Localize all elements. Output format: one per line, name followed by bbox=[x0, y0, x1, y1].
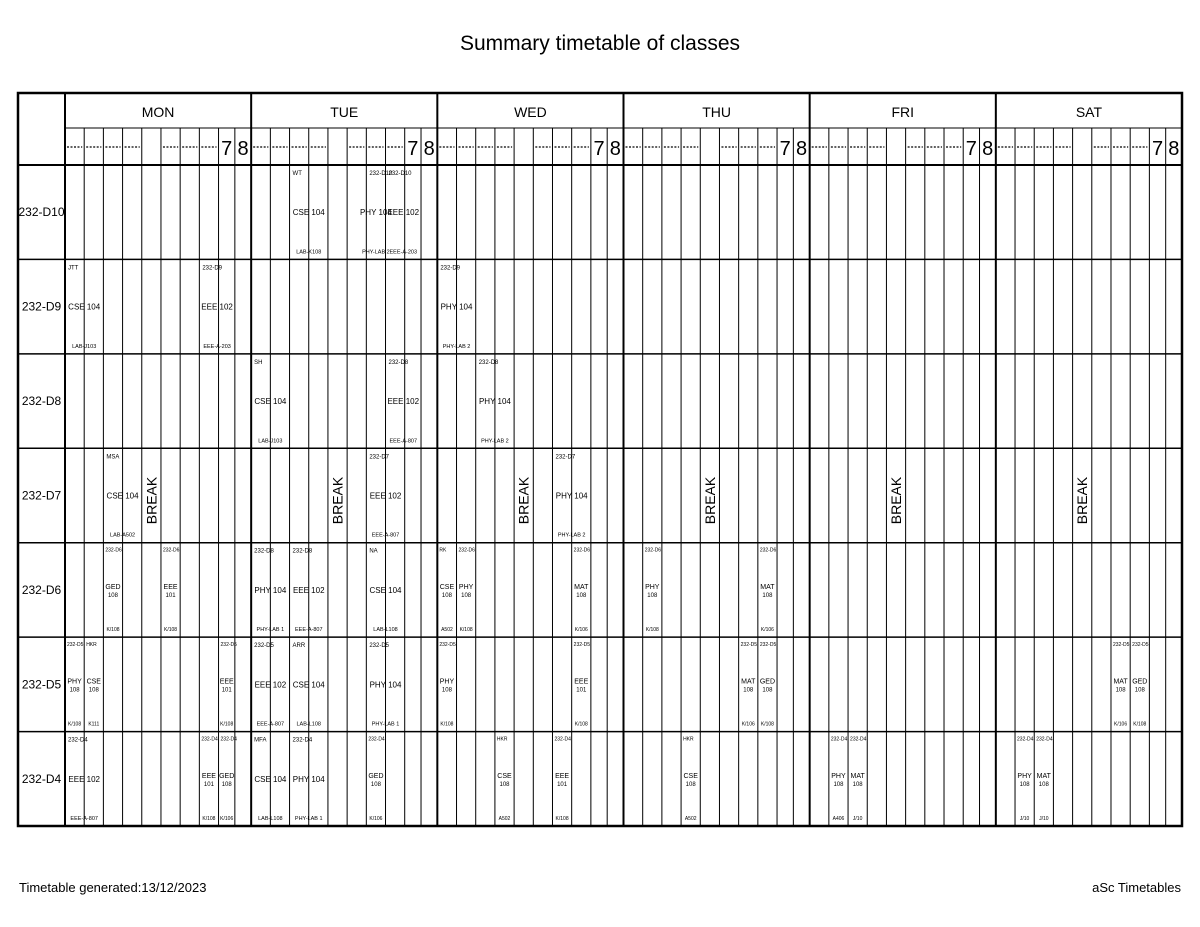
lesson-subject-number: 101 bbox=[165, 592, 176, 599]
day-header-mon: MON bbox=[141, 104, 175, 120]
lesson-subject: EEE bbox=[201, 772, 216, 780]
lesson-subject: PHY bbox=[67, 678, 82, 686]
lesson-subject: PHY 104 bbox=[555, 491, 588, 501]
lesson-subject: CSE bbox=[683, 772, 698, 780]
lesson-subject: MAT bbox=[574, 583, 589, 591]
lesson-subject: PHY bbox=[458, 583, 474, 591]
lesson-subject: GED bbox=[1132, 678, 1148, 686]
lesson-code: 232-D4 bbox=[850, 736, 867, 743]
period-number-7: 7 bbox=[1151, 138, 1164, 160]
lesson-code: 232-D9 bbox=[440, 265, 461, 272]
lesson-room: K/108 bbox=[645, 627, 659, 634]
lesson-subject: CSE 104 bbox=[68, 302, 101, 312]
row-label-232-d6: 232-D6 bbox=[21, 582, 62, 597]
lesson-code: 232-D6 bbox=[644, 547, 662, 554]
lesson-room: PHY-LAB 2 bbox=[557, 532, 586, 539]
lesson-subject: MAT bbox=[850, 772, 865, 780]
lesson-code: 232-D10 bbox=[388, 171, 412, 177]
lesson-room: EEE-A-807 bbox=[294, 627, 323, 634]
lesson-code: ARR bbox=[292, 643, 306, 650]
lesson-room: PHY-LAB 2 bbox=[481, 438, 509, 445]
lesson-code: 232-D8 bbox=[478, 359, 499, 366]
lesson-room: PHY-LAB 1 bbox=[371, 721, 400, 728]
lesson-subject: PHY bbox=[1017, 772, 1032, 780]
lesson-room: K/108 bbox=[760, 721, 774, 728]
period-number-7: 7 bbox=[221, 138, 233, 160]
lesson-subject-number: 108 bbox=[1115, 687, 1126, 694]
break-label: BREAK bbox=[143, 476, 160, 525]
lesson-room: K/106 bbox=[574, 627, 588, 634]
row-label-232-d7: 232-D7 bbox=[21, 488, 62, 503]
lesson-code: 232-D4 bbox=[201, 736, 218, 743]
period-number-7: 7 bbox=[779, 138, 791, 160]
period-number-7: 7 bbox=[593, 138, 605, 160]
lesson-subject-number: 108 bbox=[762, 687, 773, 694]
lesson-subject-number: 108 bbox=[461, 592, 472, 599]
lesson-room: LAB-L108 bbox=[373, 627, 398, 634]
break-label: BREAK bbox=[329, 476, 346, 525]
row-label-232-d8: 232-D8 bbox=[21, 394, 62, 409]
lesson-subject-number: 108 bbox=[1019, 781, 1030, 788]
lesson-subject-number: 108 bbox=[441, 687, 452, 694]
lesson-subject: CSE bbox=[497, 772, 512, 780]
lesson-room: K/108 bbox=[574, 721, 588, 728]
lesson-code: MFA bbox=[254, 737, 267, 744]
period-number-8: 8 bbox=[1168, 138, 1180, 160]
lesson-room: EEE-A-807 bbox=[70, 816, 98, 822]
lesson-room: LAB-A502 bbox=[110, 532, 136, 539]
lesson-subject: MAT bbox=[1113, 678, 1128, 686]
lesson-code: RK bbox=[439, 547, 447, 554]
lesson-code: 232-D5 bbox=[439, 642, 456, 649]
lesson-room: EEE-A-203 bbox=[389, 249, 418, 256]
lesson-code: 232-D4 bbox=[68, 737, 88, 744]
row-label-232-d5: 232-D5 bbox=[21, 677, 62, 692]
lesson-code: 232-D5 bbox=[1112, 642, 1130, 649]
lesson-room: K/106 bbox=[741, 721, 755, 728]
generated-date: Timetable generated:13/12/2023 bbox=[19, 880, 207, 895]
lesson-room: K/106 bbox=[369, 816, 383, 822]
day-header-sat: SAT bbox=[1075, 104, 1103, 120]
lesson-code: 232-D10 bbox=[369, 171, 393, 177]
lesson-code: 232-D4 bbox=[292, 737, 313, 744]
lesson-code: 232-D4 bbox=[830, 736, 848, 743]
lesson-room: K/106 bbox=[1114, 721, 1128, 728]
lesson-room: K/108 bbox=[164, 627, 178, 634]
day-header-fri: FRI bbox=[891, 104, 915, 120]
lesson-room: K/108 bbox=[220, 721, 234, 728]
lesson-subject: EEE bbox=[555, 772, 570, 780]
lesson-subject-number: 108 bbox=[576, 592, 587, 599]
day-header-thu: THU bbox=[702, 104, 731, 120]
lesson-room: K/108 bbox=[68, 721, 82, 728]
lesson-subject: EEE bbox=[219, 678, 234, 686]
lesson-subject-number: 108 bbox=[743, 687, 754, 694]
lesson-room: K111 bbox=[88, 721, 100, 728]
lesson-subject-number: 108 bbox=[221, 781, 232, 788]
lesson-subject: CSE 104 bbox=[106, 491, 139, 501]
lesson-code: 232-D4 bbox=[1017, 736, 1034, 743]
day-header-tue: TUE bbox=[330, 104, 359, 120]
lesson-code: 232-D9 bbox=[202, 265, 223, 272]
period-number-8: 8 bbox=[423, 138, 435, 160]
lesson-room: K/106 bbox=[760, 627, 774, 634]
lesson-subject: GED bbox=[105, 583, 121, 591]
lesson-subject: EEE 102 bbox=[201, 302, 233, 312]
period-number-8: 8 bbox=[609, 138, 621, 160]
lesson-code: 232-D8 bbox=[292, 548, 313, 555]
period-number-8: 8 bbox=[795, 138, 808, 160]
lesson-subject: PHY 104 bbox=[369, 680, 402, 690]
lesson-code: 232-D5 bbox=[220, 642, 237, 649]
lesson-code: 232-D8 bbox=[254, 548, 274, 555]
lesson-subject-number: 108 bbox=[499, 781, 510, 788]
break-label: BREAK bbox=[701, 476, 718, 525]
lesson-code: 232-D4 bbox=[1036, 736, 1053, 743]
lesson-code: JTT bbox=[68, 265, 79, 272]
lesson-room: LAB-J103 bbox=[72, 343, 97, 350]
page-title: Summary timetable of classes bbox=[459, 32, 741, 55]
lesson-subject-number: 101 bbox=[221, 687, 232, 694]
lesson-code: 232-D7 bbox=[369, 454, 390, 461]
row-label-232-d4: 232-D4 bbox=[21, 771, 62, 786]
lesson-room: PHY-LAB 1 bbox=[256, 627, 285, 634]
lesson-room: K/108 bbox=[106, 627, 120, 634]
lesson-room: EEE-A-807 bbox=[389, 438, 418, 445]
lesson-subject: MAT bbox=[1036, 772, 1051, 780]
lesson-code: 232-D5 bbox=[369, 643, 390, 650]
lesson-room: K/108 bbox=[440, 721, 454, 728]
period-number-8: 8 bbox=[982, 138, 994, 160]
lesson-subject: EEE 102 bbox=[292, 585, 325, 595]
lesson-room: A502 bbox=[684, 816, 697, 822]
break-label: BREAK bbox=[1074, 476, 1091, 525]
lesson-subject: EEE 102 bbox=[369, 491, 402, 501]
lesson-code: HKR bbox=[86, 642, 97, 649]
row-label-232-d10: 232-D10 bbox=[18, 205, 65, 220]
lesson-code: 232-D5 bbox=[740, 642, 758, 649]
lesson-room: J/10 bbox=[1039, 816, 1049, 822]
lesson-subject-number: 108 bbox=[1134, 687, 1145, 694]
lesson-subject-number: 108 bbox=[441, 592, 452, 599]
lesson-code: 232-D5 bbox=[254, 643, 274, 650]
lesson-room: EEE-A-203 bbox=[203, 343, 231, 350]
lesson-subject: CSE bbox=[86, 678, 101, 686]
lesson-subject: PHY bbox=[645, 583, 660, 591]
lesson-room: LAB-L108 bbox=[296, 721, 321, 728]
lesson-room: LAB-K108 bbox=[296, 249, 322, 256]
lesson-subject: GED bbox=[368, 772, 384, 780]
lesson-subject: PHY bbox=[439, 678, 455, 686]
lesson-code: 232-D4 bbox=[220, 736, 237, 743]
lesson-subject: PHY 104 bbox=[478, 397, 511, 407]
lesson-code: 232-D6 bbox=[573, 547, 591, 554]
lesson-room: PHY-LAB 2 bbox=[362, 249, 390, 256]
lesson-subject: PHY 104 bbox=[359, 208, 392, 218]
lesson-subject-number: 108 bbox=[88, 687, 99, 694]
lesson-room: J/10 bbox=[852, 816, 863, 822]
lesson-subject-number: 108 bbox=[370, 781, 381, 788]
break-label: BREAK bbox=[888, 476, 905, 525]
lesson-subject-number: 108 bbox=[69, 687, 80, 694]
lesson-subject-number: 108 bbox=[107, 592, 118, 599]
lesson-code: WT bbox=[292, 171, 302, 177]
lesson-code: MSA bbox=[106, 454, 120, 461]
lesson-subject: MAT bbox=[741, 678, 756, 686]
lesson-subject-number: 101 bbox=[203, 781, 214, 788]
lesson-code: SH bbox=[254, 359, 263, 366]
lesson-subject: CSE 104 bbox=[254, 774, 287, 784]
period-number-7: 7 bbox=[407, 138, 419, 160]
lesson-room: K/108 bbox=[459, 627, 473, 634]
lesson-subject: GED bbox=[759, 678, 776, 686]
lesson-code: 232-D5 bbox=[1132, 642, 1149, 649]
day-header-wed: WED bbox=[514, 104, 547, 120]
lesson-subject: CSE 104 bbox=[254, 397, 287, 407]
lesson-code: 232-D4 bbox=[368, 736, 385, 743]
lesson-room: PHY-LAB 1 bbox=[294, 816, 323, 822]
lesson-subject: MAT bbox=[760, 583, 775, 591]
lesson-subject-number: 108 bbox=[833, 781, 844, 788]
row-label-232-d9: 232-D9 bbox=[21, 299, 62, 314]
lesson-code: 232-D6 bbox=[162, 547, 180, 554]
lesson-room: EEE-A-807 bbox=[371, 532, 400, 539]
lesson-subject: EEE 102 bbox=[68, 774, 100, 784]
lesson-subject: EEE 102 bbox=[387, 208, 420, 218]
lesson-subject: PHY bbox=[831, 772, 846, 780]
lesson-subject: EEE 102 bbox=[387, 397, 420, 407]
lesson-room: K/108 bbox=[555, 816, 569, 822]
lesson-subject-number: 108 bbox=[852, 781, 863, 788]
lesson-room: A406 bbox=[832, 816, 845, 822]
lesson-room: J/10 bbox=[1019, 816, 1030, 822]
grid-frame bbox=[18, 93, 1182, 826]
lesson-subject: PHY 104 bbox=[292, 774, 325, 784]
lesson-subject-number: 108 bbox=[685, 781, 696, 788]
lesson-room: LAB-L108 bbox=[258, 816, 283, 822]
lesson-room: K/108 bbox=[1133, 721, 1147, 728]
lesson-room: K/108 bbox=[202, 816, 216, 822]
lesson-code: 232-D5 bbox=[67, 642, 84, 649]
lesson-subject: CSE 104 bbox=[292, 208, 325, 218]
lesson-code: NA bbox=[369, 548, 378, 555]
lesson-subject: EEE 102 bbox=[254, 680, 287, 690]
lesson-subject: EEE bbox=[163, 583, 178, 591]
lesson-code: 232-D6 bbox=[105, 547, 122, 554]
lesson-code: 232-D6 bbox=[458, 547, 475, 554]
lesson-room: A502 bbox=[441, 627, 453, 634]
lesson-subject-number: 108 bbox=[1038, 781, 1049, 788]
lesson-subject: GED bbox=[219, 772, 235, 780]
lesson-room: EEE-A-807 bbox=[256, 721, 285, 728]
lesson-subject: EEE bbox=[574, 678, 589, 686]
brand-label: aSc Timetables bbox=[1092, 880, 1181, 895]
lesson-room: LAB-J103 bbox=[258, 438, 283, 445]
lesson-subject: CSE 104 bbox=[369, 585, 402, 595]
lesson-room: A502 bbox=[498, 816, 511, 822]
lesson-code: HKR bbox=[683, 736, 694, 743]
lesson-subject-number: 108 bbox=[762, 592, 773, 599]
lesson-code: HKR bbox=[496, 736, 508, 743]
period-number-7: 7 bbox=[965, 138, 977, 160]
period-number-8: 8 bbox=[237, 138, 249, 160]
lesson-subject: CSE bbox=[439, 583, 455, 591]
lesson-code: 232-D6 bbox=[759, 547, 777, 554]
break-label: BREAK bbox=[515, 476, 532, 525]
lesson-subject-number: 101 bbox=[576, 687, 587, 694]
lesson-room: K/106 bbox=[220, 816, 234, 822]
lesson-subject: PHY 104 bbox=[254, 585, 287, 595]
lesson-code: 232-D4 bbox=[554, 736, 571, 743]
lesson-subject: CSE 104 bbox=[292, 680, 325, 690]
lesson-code: 232-D5 bbox=[759, 642, 777, 649]
lesson-room: PHY-LAB 2 bbox=[442, 343, 471, 350]
lesson-code: 232-D5 bbox=[573, 642, 591, 649]
lesson-subject: PHY 104 bbox=[440, 302, 473, 312]
lesson-code: 232-D7 bbox=[555, 454, 576, 461]
lesson-subject-number: 101 bbox=[557, 781, 568, 788]
lesson-code: 232-D8 bbox=[388, 359, 409, 366]
lesson-subject-number: 108 bbox=[647, 592, 658, 599]
